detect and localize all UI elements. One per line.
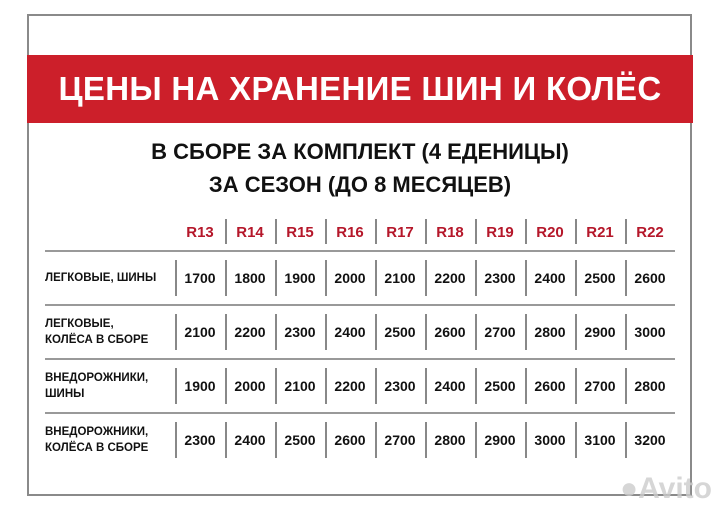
column-header: R17 (375, 214, 425, 251)
subtitle-line-2: ЗА СЕЗОН (ДО 8 МЕСЯЦЕВ) (208, 172, 512, 197)
price-cell: 2200 (225, 305, 275, 359)
price-cell: 2400 (225, 413, 275, 466)
price-cell: 2700 (575, 359, 625, 413)
table-row (45, 359, 675, 413)
row-label-line1: ВНЕДОРОЖНИКИ, (45, 372, 149, 384)
row-label-line1: ЛЕГКОВЫЕ, (45, 318, 114, 330)
price-cell: 2100 (375, 251, 425, 305)
column-header: R20 (525, 214, 575, 251)
price-cell: 2800 (425, 413, 475, 466)
price-cell: 1900 (275, 251, 325, 305)
price-cell: 2100 (275, 359, 325, 413)
price-cell: 2900 (475, 413, 525, 466)
price-cell: 2600 (625, 251, 675, 305)
table-row (45, 413, 675, 466)
row-label (45, 413, 175, 466)
price-cell: 2700 (375, 413, 425, 466)
subtitle-line-1: В СБОРЕ ЗА КОМПЛЕКТ (4 ЕДЕНИЦЫ) (151, 139, 569, 164)
price-cell: 2400 (525, 251, 575, 305)
title-banner: ЦЕНЫ НА ХРАНЕНИЕ ШИН И КОЛЁС (27, 55, 693, 123)
price-cell: 2400 (325, 305, 375, 359)
price-cell: 2300 (475, 251, 525, 305)
row-label-line2: КОЛЁСА В СБОРЕ (45, 334, 149, 346)
avito-watermark: ●Avito (619, 472, 712, 505)
price-cell: 1800 (225, 251, 275, 305)
price-cell: 2100 (175, 305, 225, 359)
price-cell: 2700 (475, 305, 525, 359)
column-header: R21 (575, 214, 625, 251)
table-row (45, 251, 675, 305)
price-table (45, 214, 675, 466)
price-cell: 2900 (575, 305, 625, 359)
row-label-line1: ВНЕДОРОЖНИКИ, (45, 426, 149, 438)
table-row (45, 305, 675, 359)
price-cell: 2000 (325, 251, 375, 305)
column-header: R16 (325, 214, 375, 251)
price-cell: 2600 (425, 305, 475, 359)
empty-header (45, 214, 175, 251)
column-header: R14 (225, 214, 275, 251)
price-cell: 2600 (525, 359, 575, 413)
price-cell: 2500 (275, 413, 325, 466)
row-label-line1: ЛЕГКОВЫЕ, ШИНЫ (45, 272, 157, 284)
price-cell: 2200 (425, 251, 475, 305)
price-cell: 1700 (175, 251, 225, 305)
row-label (45, 305, 175, 359)
column-header: R22 (625, 214, 675, 251)
price-cell: 2300 (175, 413, 225, 466)
price-cell: 2500 (575, 251, 625, 305)
price-cell: 2300 (375, 359, 425, 413)
price-cell: 3200 (625, 413, 675, 466)
column-header: R13 (186, 223, 214, 241)
price-cell: 2600 (325, 413, 375, 466)
column-header: R15 (275, 214, 325, 251)
price-cell: 2400 (425, 359, 475, 413)
column-header: R18 (425, 214, 475, 251)
column-header: R19 (475, 214, 525, 251)
price-cell: 2300 (275, 305, 325, 359)
price-cell: 2200 (325, 359, 375, 413)
row-label (45, 251, 175, 305)
price-cell: 3000 (625, 305, 675, 359)
price-cell: 3000 (525, 413, 575, 466)
row-label-line2: ШИНЫ (45, 388, 85, 400)
price-cell: 2800 (525, 305, 575, 359)
row-label-line2: КОЛЁСА В СБОРЕ (45, 442, 149, 454)
price-cell: 3100 (575, 413, 625, 466)
price-cell: 2500 (475, 359, 525, 413)
price-cell: 2500 (375, 305, 425, 359)
price-cell: 2800 (625, 359, 675, 413)
row-label (45, 359, 175, 413)
price-cell: 1900 (175, 359, 225, 413)
price-cell: 2000 (225, 359, 275, 413)
